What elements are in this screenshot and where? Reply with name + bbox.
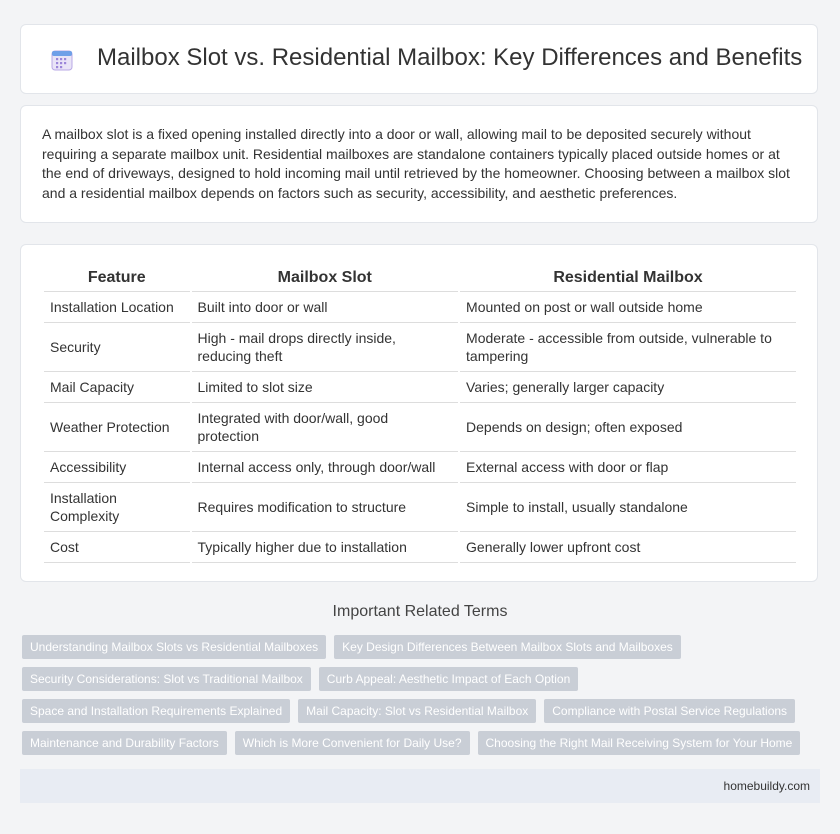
slot-cell: Internal access only, through door/wall <box>192 452 459 483</box>
table-header-row <box>44 265 796 292</box>
feature-cell: Cost <box>44 532 190 563</box>
table-row <box>44 483 796 532</box>
feature-cell: Installation Location <box>44 292 190 323</box>
related-term-link[interactable]: Which is More Convenient for Daily Use? <box>235 731 470 755</box>
table-row <box>44 452 796 483</box>
feature-cell: Weather Protection <box>44 403 190 452</box>
header-feature: Feature <box>44 265 190 292</box>
slot-cell: Limited to slot size <box>192 372 459 403</box>
mailbox-cell: Moderate - accessible from outside, vulnerable to tampering <box>460 323 796 372</box>
feature-cell: Installation Complexity <box>44 483 190 532</box>
header-residential-mailbox: Residential Mailbox <box>460 265 796 292</box>
related-term-link[interactable]: Mail Capacity: Slot vs Residential Mailbox <box>298 699 536 723</box>
comparison-table-card <box>20 244 818 582</box>
intro-paragraph: A mailbox slot is a fixed opening installed directly into a door or wall, allowing mail to be deposited securely without requiring a separate mailbox unit. Residential mailboxes are standalone containers typically placed outside homes or at the end of driveways, designed to hold incoming mail until retrieved by the homeowner. Choosing between a mailbox slot and a residential mailbox depends on factors such as security, accessibility, and aesthetic preferences. <box>42 126 790 201</box>
mailbox-cell: Mounted on post or wall outside home <box>460 292 796 323</box>
related-term-link[interactable]: Understanding Mailbox Slots vs Residential Mailboxes <box>22 635 326 659</box>
slot-cell: Built into door or wall <box>192 292 459 323</box>
related-terms-title: Important Related Terms <box>332 603 508 620</box>
slot-cell: Requires modification to structure <box>192 483 459 532</box>
calendar-icon <box>49 47 75 73</box>
feature-cell: Security <box>44 323 190 372</box>
mailbox-cell: Varies; generally larger capacity <box>460 372 796 403</box>
related-term-link[interactable]: Space and Installation Requirements Explained <box>22 699 290 723</box>
related-term-link[interactable]: Curb Appeal: Aesthetic Impact of Each Option <box>319 667 578 691</box>
header-card <box>20 24 818 94</box>
slot-cell: Integrated with door/wall, good protection <box>192 403 459 452</box>
table-row <box>44 372 796 403</box>
related-term-link[interactable]: Key Design Differences Between Mailbox Slots and Mailboxes <box>334 635 681 659</box>
table-row <box>44 403 796 452</box>
related-term-link[interactable]: Choosing the Right Mail Receiving System for Your Home <box>478 731 801 755</box>
page-title: Mailbox Slot vs. Residential Mailbox: Key Differences and Benefits <box>97 44 803 71</box>
slot-cell: High - mail drops directly inside, reducing theft <box>192 323 459 372</box>
intro-card <box>20 105 818 223</box>
mailbox-cell: Depends on design; often exposed <box>460 403 796 452</box>
slot-cell: Typically higher due to installation <box>192 532 459 563</box>
header-mailbox-slot: Mailbox Slot <box>192 265 459 292</box>
mailbox-cell: External access with door or flap <box>460 452 796 483</box>
mailbox-cell: Generally lower upfront cost <box>460 532 796 563</box>
comparison-table <box>42 265 798 563</box>
table-row <box>44 532 796 563</box>
related-term-link[interactable]: Security Considerations: Slot vs Traditional Mailbox <box>22 667 311 691</box>
table-row <box>44 323 796 372</box>
table-row <box>44 292 796 323</box>
related-terms-list <box>22 635 822 763</box>
related-term-link[interactable]: Compliance with Postal Service Regulations <box>544 699 795 723</box>
mailbox-cell: Simple to install, usually standalone <box>460 483 796 532</box>
footer <box>20 769 820 803</box>
related-term-link[interactable]: Maintenance and Durability Factors <box>22 731 227 755</box>
feature-cell: Mail Capacity <box>44 372 190 403</box>
feature-cell: Accessibility <box>44 452 190 483</box>
footer-site-name: homebuildy.com <box>723 779 810 793</box>
